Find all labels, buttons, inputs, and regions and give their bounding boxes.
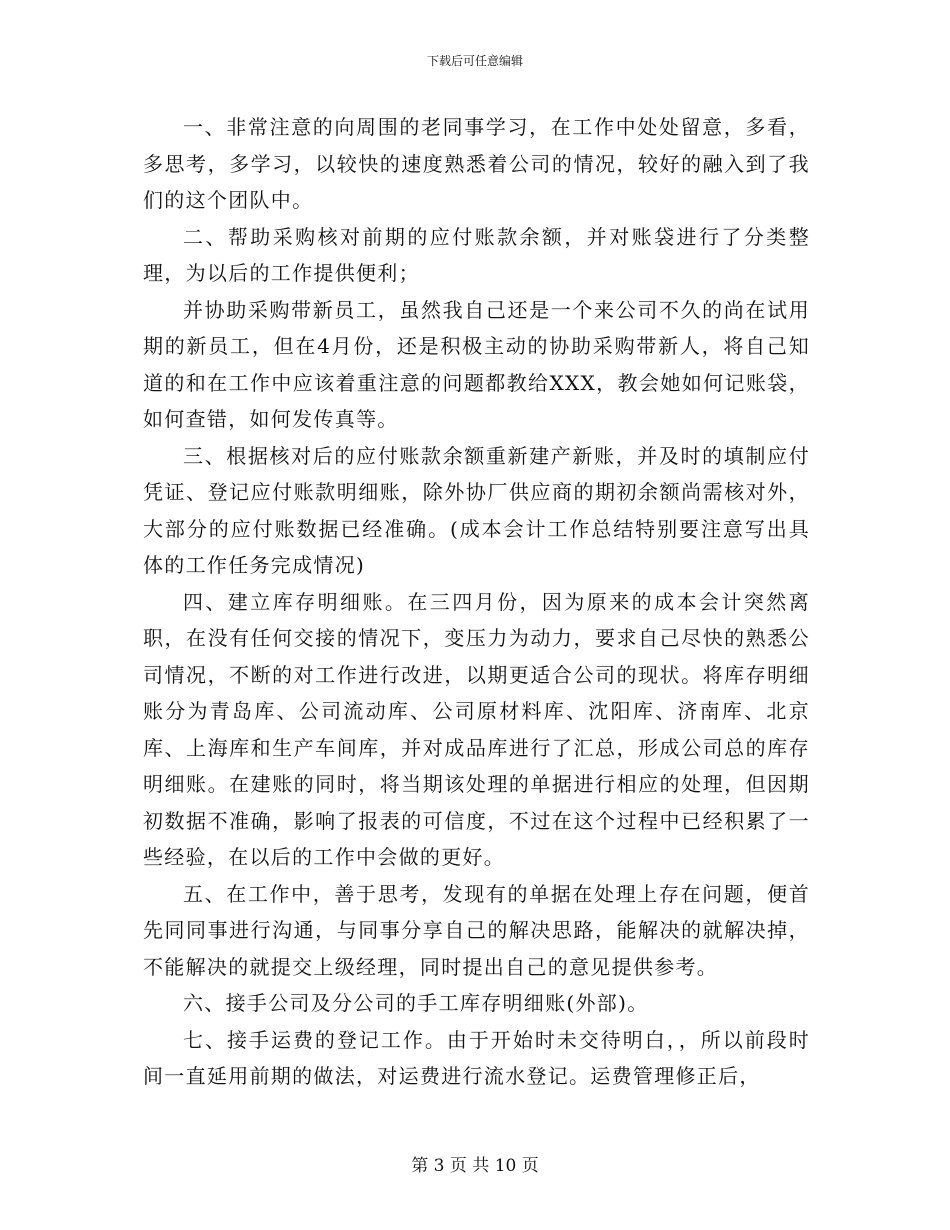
document-body [143,109,810,1095]
paragraph-2: 二、帮助采购核对前期的应付账款余额，并对账袋进行了分类整理，为以后的工作提供便利； [143,224,810,285]
paragraph-8: 七、接手运费的登记工作。由于开始时未交待明白，，所以前段时间一直延用前期的做法，对运费进行流水登记。运费管理修正后， [143,1027,810,1088]
paragraph-1: 一、非常注意的向周围的老同事学习，在工作中处处留意，多看，多思考，多学习，以较快的速度熟悉着公司的情况，较好的融入到了我们的这个团队中。 [143,115,810,212]
paragraph-4: 三、根据核对后的应付账款余额重新建产新账，并及时的填制应付凭证、登记应付账款明细账，除外协厂供应商的期初余额尚需核对外，大部分的应付账数据已经准确。(成本会计工作总结特别要注意写出具体的工作任务完成情况) [143,443,810,577]
paragraph-5: 四、建立库存明细账。在三四月份，因为原来的成本会计突然离职，在没有任何交接的情况下，变压力为动力，要求自己尽快的熟悉公司情况，不断的对工作进行改进，以期更适合公司的现状。将库存明细账分为青岛库、公司流动库、公司原材料库、沈阳库、济南库、北京库、上海库和生产车间库，并对成品库进行了汇总，形成公司总的库存明细账。在建账的同时，将当期该处理的单据进行相应的处理，但因期初数据不准确，影响了报表的可信度，不过在这个过程中已经积累了一些经验，在以后的工作中会做的更好。 [143,589,810,869]
paragraph-7: 六、接手公司及分公司的手工库存明细账(外部)。 [183,991,649,1015]
paragraph-3: 并协助采购带新员工，虽然我自己还是一个来公司不久的尚在试用期的新员工，但在4月份，还是积极主动的协助采购带新人，将自己知道的和在工作中应该着重注意的问题都教给XXX，教会她如何记账袋，如何查错，如何发传真等。 [143,297,810,431]
page-header: 下载后可任意编辑 [426,54,523,68]
paragraph-6: 五、在工作中，善于思考，发现有的单据在处理上存在问题，便首先同同事进行沟通，与同事分享自己的解决思路，能解决的就解决掉，不能解决的就提交上级经理，同时提出自己的意见提供参考。 [143,881,810,979]
page-footer: 第 3 页 共 10 页 [411,1156,539,1176]
